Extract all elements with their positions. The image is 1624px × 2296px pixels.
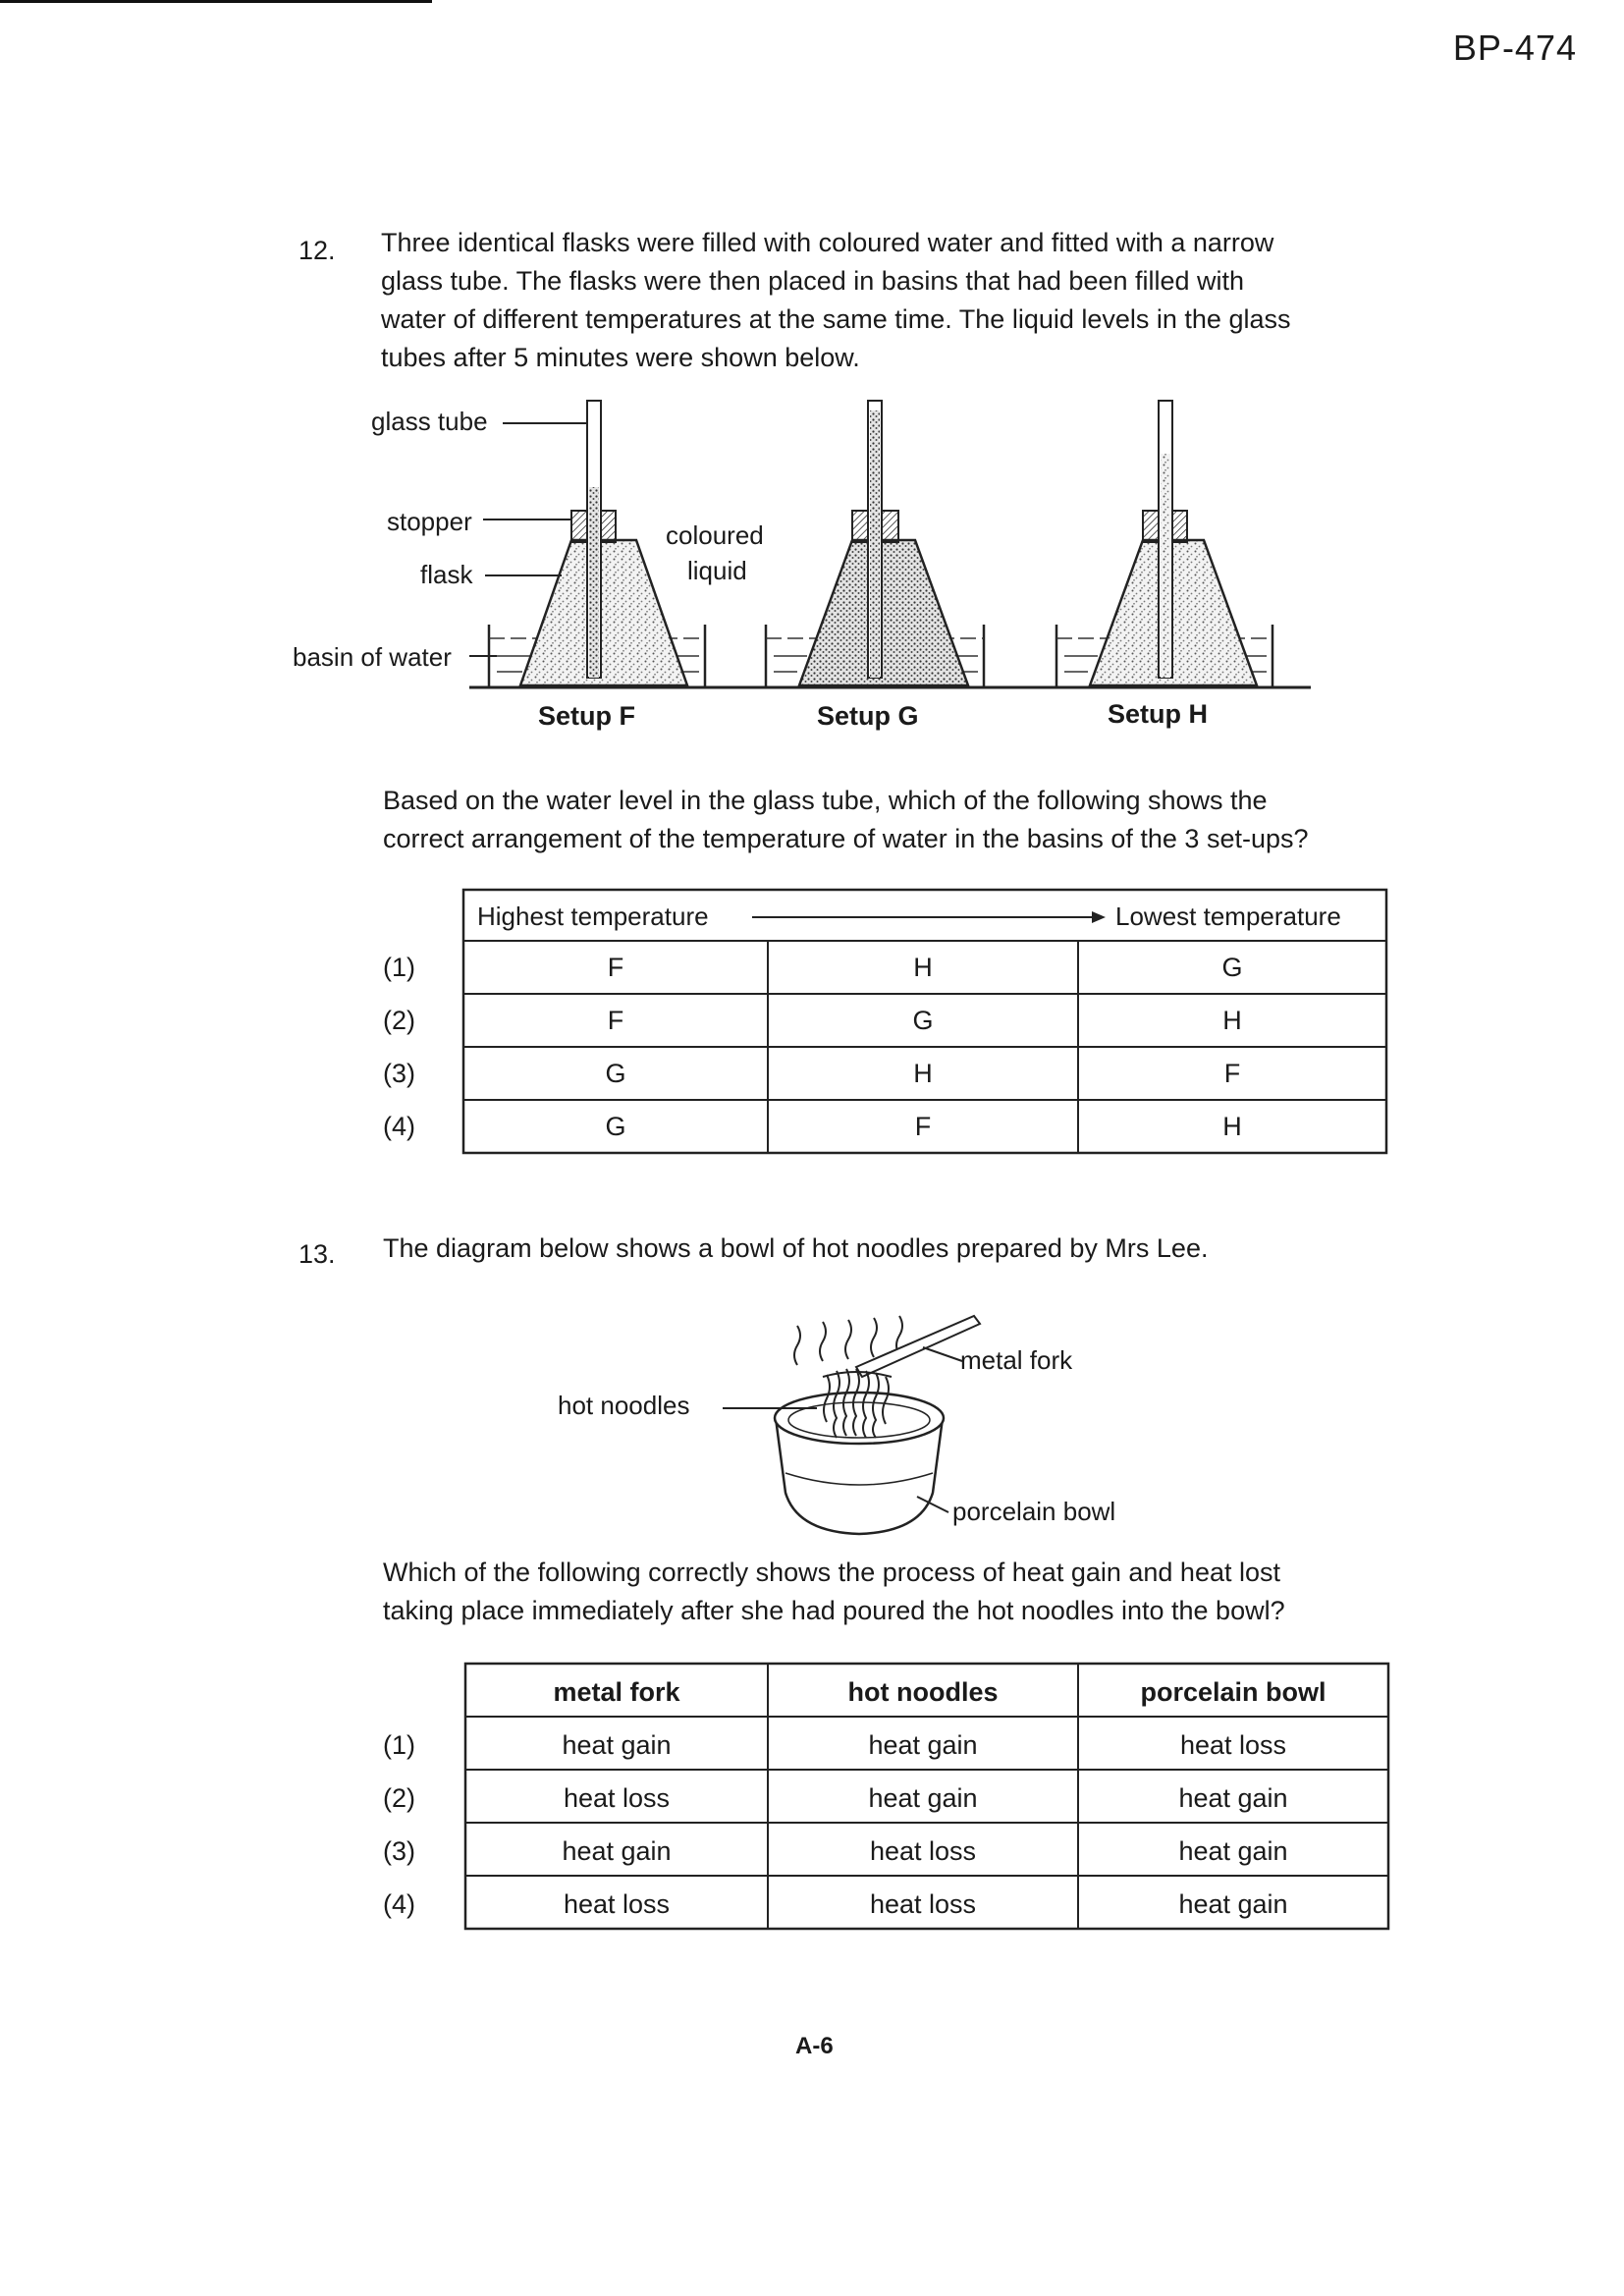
q13-number: 13. — [298, 1239, 336, 1269]
label-liquid: liquid — [687, 556, 747, 585]
q12-cell: H — [1222, 1112, 1242, 1141]
q13-cell: heat loss — [563, 1783, 671, 1813]
noodle-bowl-illustration — [723, 1316, 980, 1534]
q13-option-2[interactable]: (2) — [383, 1783, 415, 1813]
q13-text — [383, 1230, 1208, 1268]
label-stopper: stopper — [387, 507, 472, 536]
q12-cell: F — [1223, 1059, 1241, 1088]
fork-leader — [923, 1347, 962, 1361]
q13-cell: heat loss — [1179, 1730, 1287, 1760]
q13-cell: heat gain — [868, 1783, 978, 1813]
q12-option-1[interactable]: (1) — [383, 953, 415, 982]
label-basin-of-water: basin of water — [293, 642, 452, 672]
flask-g — [799, 540, 968, 685]
q13-option-4[interactable]: (4) — [383, 1889, 415, 1919]
label-setup-g: Setup G — [817, 701, 919, 731]
q12-cell: H — [1222, 1006, 1242, 1035]
q12-cell: F — [914, 1112, 932, 1141]
q12-line: glass tube. The flasks were then placed in basins that had been filled with — [381, 266, 1245, 296]
q13-cell: heat loss — [869, 1836, 977, 1866]
q12-cell: F — [607, 953, 624, 982]
q13-cell: heat gain — [1178, 1783, 1288, 1813]
arrow-head — [1092, 911, 1106, 923]
q12-option-3[interactable]: (3) — [383, 1059, 415, 1088]
q13-cell: heat loss — [563, 1889, 671, 1919]
flask-f — [520, 540, 687, 685]
liquid-column-h — [1161, 454, 1170, 678]
label-coloured: coloured — [666, 520, 764, 550]
q12-cell: G — [1221, 953, 1243, 982]
liquid-column-g — [870, 410, 880, 678]
q12-option-4[interactable]: (4) — [383, 1112, 415, 1141]
q13-cell: heat loss — [869, 1889, 977, 1919]
q12-cell: G — [605, 1112, 626, 1141]
q13-cell: heat gain — [1178, 1889, 1288, 1919]
q13-line: The diagram below shows a bowl of hot noodles prepared by Mrs Lee. — [383, 1233, 1209, 1263]
label-glass-tube: glass tube — [371, 407, 488, 436]
q12-cell: G — [912, 1006, 934, 1035]
setup-g-apparatus — [766, 401, 984, 687]
header-highest-temperature: Highest temperature — [477, 902, 709, 931]
label-porcelain-bowl: porcelain bowl — [952, 1497, 1116, 1526]
q12-number: 12. — [298, 236, 336, 265]
q13-header-hot-noodles: hot noodles — [847, 1677, 999, 1707]
q12-cell: F — [607, 1006, 624, 1035]
steam — [794, 1326, 800, 1365]
q12-cell: H — [913, 953, 933, 982]
q13-question-line: Which of the following correctly shows the process of heat gain and heat lost — [383, 1558, 1280, 1587]
q12-line: Three identical flasks were filled with coloured water and fitted with a narrow — [381, 228, 1274, 257]
q12-question-line: Based on the water level in the glass tube, which of the following shows the — [383, 786, 1268, 815]
q13-cell: heat gain — [562, 1730, 672, 1760]
label-hot-noodles: hot noodles — [558, 1391, 690, 1420]
label-metal-fork: metal fork — [960, 1345, 1073, 1375]
q13-option-1[interactable]: (1) — [383, 1730, 415, 1760]
header-lowest-temperature: Lowest temperature — [1115, 902, 1341, 931]
q13-question-line: taking place immediately after she had poured the hot noodles into the bowl? — [383, 1596, 1285, 1625]
page-number: A-6 — [795, 2033, 834, 2059]
q12-question-line: correct arrangement of the temperature of water in the basins of the 3 set-ups? — [383, 824, 1309, 853]
q13-option-3[interactable]: (3) — [383, 1836, 415, 1866]
label-setup-h: Setup H — [1108, 699, 1209, 729]
q12-question — [383, 782, 1309, 858]
q13-cell: heat gain — [1178, 1836, 1288, 1866]
q13-header-porcelain-bowl: porcelain bowl — [1140, 1677, 1326, 1707]
label-setup-f: Setup F — [538, 701, 635, 731]
q12-cell: G — [605, 1059, 626, 1088]
q12-option-2[interactable]: (2) — [383, 1006, 415, 1035]
setup-h-apparatus — [1056, 401, 1272, 687]
q13-cell: heat gain — [562, 1836, 672, 1866]
q12-cell: H — [913, 1059, 933, 1088]
q12-line: tubes after 5 minutes were shown below. — [381, 343, 860, 372]
q13-cell: heat gain — [868, 1730, 978, 1760]
paper-code: BP-474 — [1452, 27, 1577, 68]
liquid-column-f — [589, 487, 599, 678]
q13-header-metal-fork: metal fork — [553, 1677, 680, 1707]
q12-line: water of different temperatures at the same time. The liquid levels in the glass — [381, 304, 1291, 334]
label-flask: flask — [420, 560, 473, 589]
q13-question — [383, 1554, 1285, 1630]
